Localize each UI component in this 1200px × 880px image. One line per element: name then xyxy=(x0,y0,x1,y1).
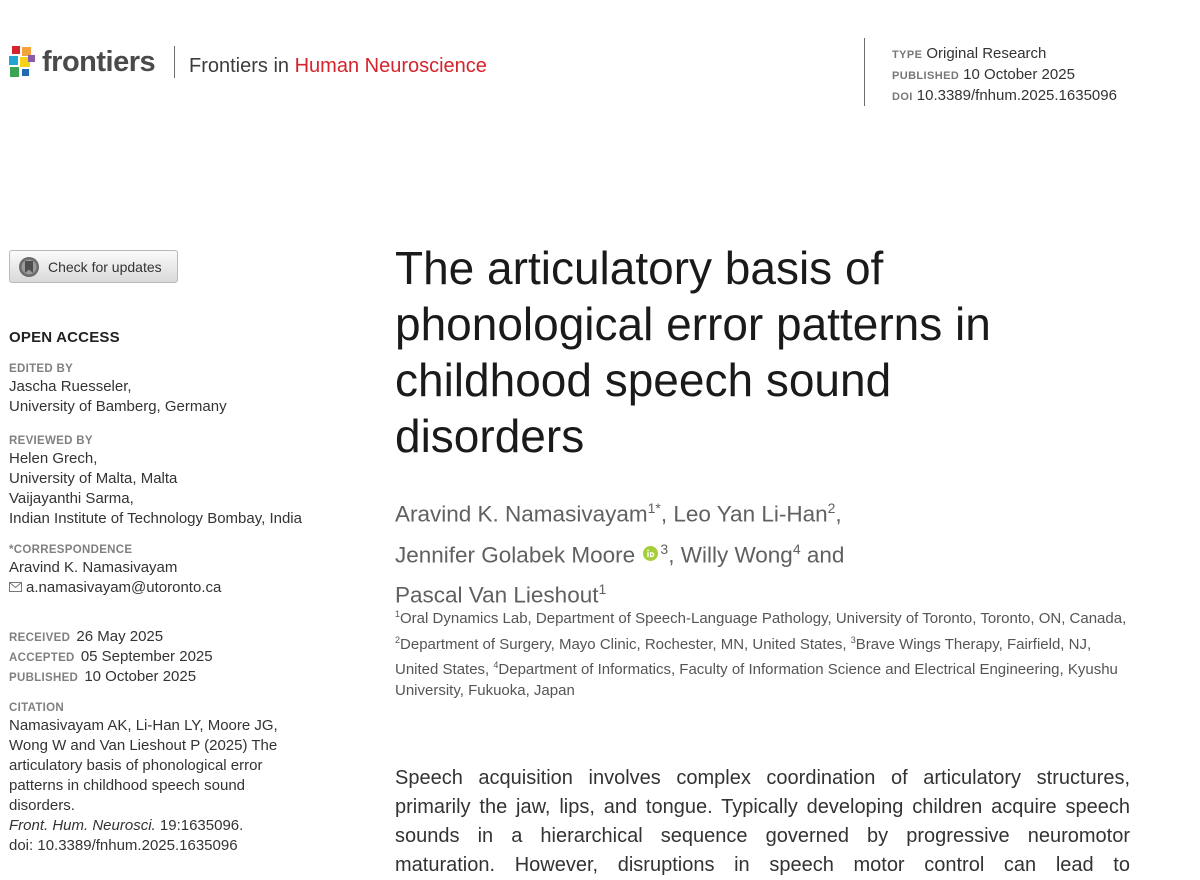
correspondence-email[interactable]: a.namasivayam@utoronto.ca xyxy=(26,579,222,596)
doi-value[interactable]: 10.3389/fnhum.2025.1635096 xyxy=(916,87,1117,104)
sidebar-published-label: PUBLISHED xyxy=(9,672,79,684)
published-value: 10 October 2025 xyxy=(963,66,1075,83)
sidebar-published-row xyxy=(9,667,349,687)
journal-title[interactable] xyxy=(189,53,487,79)
correspondence-email-row xyxy=(9,578,349,598)
abstract-paragraph: Speech acquisition involves complex coordination of articulatory structures, primarily the jaw, lips, and tongue. Typically developing children acquire speech sounds in a hierarchical sequence governed by progressive neuromotor maturation. However, disruptions in speech motor control can lead to xyxy=(395,767,1130,876)
author-separator: , xyxy=(835,501,842,527)
dates-section xyxy=(9,627,349,687)
reviewer-name: Helen Grech, xyxy=(9,450,98,467)
check-for-updates-button[interactable] xyxy=(9,250,178,283)
accepted-row xyxy=(9,647,349,667)
check-for-updates-label: Check for updates xyxy=(48,259,162,275)
title-line: The articulatory basis of xyxy=(395,242,884,294)
citation-line: articulatory basis of phonological error xyxy=(9,757,263,774)
type-value: Original Research xyxy=(926,45,1047,62)
author-sup: 3 xyxy=(660,540,669,557)
reviewed-by-label: REVIEWED BY xyxy=(9,435,93,447)
open-access-text: OPEN ACCESS xyxy=(9,329,120,346)
correspondence-name: Aravind K. Namasivayam xyxy=(9,559,178,576)
orcid-icon[interactable] xyxy=(643,546,658,561)
sidebar-published-value: 10 October 2025 xyxy=(84,668,197,685)
meta-type xyxy=(892,44,1046,65)
citation-section xyxy=(9,700,349,856)
accepted-value: 05 September 2025 xyxy=(80,648,213,665)
open-access-label xyxy=(9,328,349,348)
affiliations xyxy=(395,604,1135,701)
type-label: TYPE xyxy=(892,49,923,61)
meta-divider xyxy=(864,38,865,106)
affiliation-text: Oral Dynamics Lab, Department of Speech-Language Pathology, University of Toronto, Toronto, ON, Canada, xyxy=(400,610,1127,627)
meta-doi xyxy=(892,86,1117,107)
citation-label: CITATION xyxy=(9,702,64,714)
author-name[interactable]: Aravind K. Namasivayam xyxy=(395,501,648,527)
received-label: RECEIVED xyxy=(9,632,71,644)
published-label: PUBLISHED xyxy=(892,70,960,82)
title-line: disorders xyxy=(395,410,585,462)
author-sup: 2 xyxy=(827,500,836,516)
author-sup: 1 xyxy=(598,581,607,597)
affiliation-sup: 4 xyxy=(493,660,499,670)
author-list xyxy=(395,491,1135,613)
meta-published xyxy=(892,65,1075,86)
journal-name: Human Neuroscience xyxy=(294,55,487,77)
reviewer-name: Vaijayanthi Sarma, xyxy=(9,490,134,507)
affiliation-sup: 2 xyxy=(395,634,401,645)
citation-doi[interactable]: doi: 10.3389/fnhum.2025.1635096 xyxy=(9,837,238,854)
correspondence-label: *CORRESPONDENCE xyxy=(9,544,133,556)
reviewed-by-section xyxy=(9,433,349,529)
brand-wordmark[interactable]: frontiers xyxy=(42,46,156,78)
journal-prefix: Frontiers in xyxy=(189,55,290,77)
doi-label: DOI xyxy=(892,91,913,103)
author-line xyxy=(395,491,1135,532)
affiliation-text: Brave Wings Therapy, Fairfield, NJ, United States, xyxy=(395,635,1092,678)
editor-affiliation: University of Bamberg, Germany xyxy=(9,398,227,415)
received-row xyxy=(9,627,349,647)
citation-line: Namasivayam AK, Li-Han LY, Moore JG, xyxy=(9,717,278,734)
author-sup: 1* xyxy=(647,500,661,516)
affiliation-text: Department of Informatics, Faculty of Information Science and Electrical Engineering, Kyushu University, Fukuoka, Japan xyxy=(395,661,1118,699)
affiliation-sup: 3 xyxy=(850,634,856,645)
received-value: 26 May 2025 xyxy=(76,628,164,645)
edited-by-label: EDITED BY xyxy=(9,363,74,375)
author-name[interactable]: Jennifer Golabek Moore xyxy=(395,542,636,567)
title-line: phonological error patterns in xyxy=(395,298,991,350)
author-name[interactable]: Pascal Van Lieshout xyxy=(395,582,599,608)
citation-journal: Front. Hum. Neurosci. xyxy=(9,817,156,834)
reviewer-affiliation: Indian Institute of Technology Bombay, India xyxy=(9,510,302,527)
title-line: childhood speech sound xyxy=(395,354,892,406)
citation-line: disorders. xyxy=(9,797,75,814)
header-divider xyxy=(174,46,175,78)
article-title xyxy=(395,240,1115,464)
citation-line: patterns in childhood speech sound xyxy=(9,777,246,794)
reviewer-affiliation: University of Malta, Malta xyxy=(9,470,178,487)
author-name[interactable]: , Willy Wong xyxy=(668,542,793,567)
author-line xyxy=(395,532,1135,573)
citation-volume: 19:1635096. xyxy=(155,817,244,834)
affiliation-text: Department of Surgery, Mayo Clinic, Rochester, MN, United States, xyxy=(400,635,851,653)
correspondence-section xyxy=(9,542,349,598)
edited-by-section xyxy=(9,361,349,417)
accepted-label: ACCEPTED xyxy=(9,652,75,664)
envelope-icon xyxy=(9,582,22,592)
citation-journal-line xyxy=(9,816,349,836)
bookmark-update-icon xyxy=(18,256,40,278)
citation-line: Wong W and Van Lieshout P (2025) The xyxy=(9,737,278,754)
author-name[interactable]: , Leo Yan Li-Han xyxy=(660,501,828,527)
frontiers-logo-icon xyxy=(9,46,37,78)
editor-name: Jascha Ruesseler, xyxy=(9,378,132,395)
author-sup: 4 xyxy=(792,540,801,557)
affiliation-sup: 1 xyxy=(395,609,401,619)
author-separator: and xyxy=(800,542,845,567)
